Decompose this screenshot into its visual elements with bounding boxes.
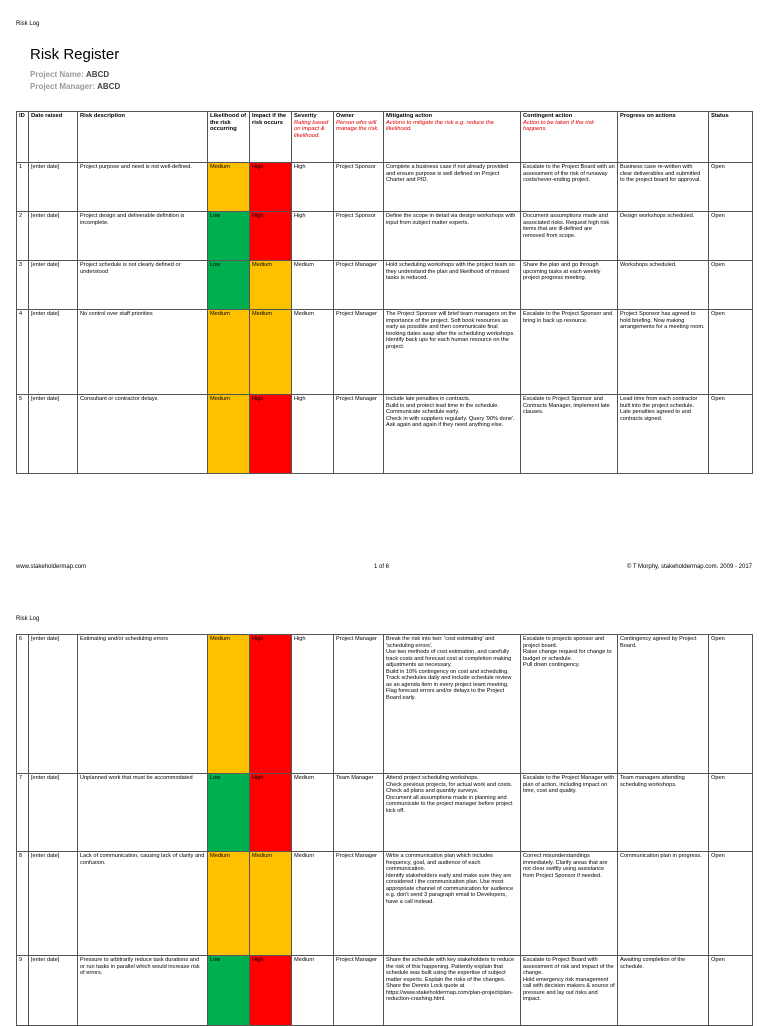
cell-severity: High xyxy=(292,395,334,474)
cell-severity: Medium xyxy=(292,310,334,395)
table-row xyxy=(17,163,753,212)
col-mitigating-note: Actions to mitigate the risk e.g. reduce the likelihood. xyxy=(386,119,494,132)
cell-desc: Consultant or contractor delays xyxy=(78,395,208,474)
page-title: Risk Register xyxy=(30,46,120,63)
cell-desc: Lack of communication, causing lack of clarity and confusion. xyxy=(78,852,208,956)
cell-date: [enter date] xyxy=(29,956,78,1026)
cell-impact: High xyxy=(250,212,292,261)
table-row xyxy=(17,212,753,261)
cell-severity: Medium xyxy=(292,261,334,310)
table-row xyxy=(17,635,753,774)
cell-status: Open xyxy=(709,852,753,956)
cell-status: Open xyxy=(709,774,753,852)
header-label-page2: Risk Log xyxy=(16,616,40,622)
col-likelihood: Likelihood of the risk occurring xyxy=(208,112,250,163)
cell-mitigating: Break the risk into two: 'cost estimating' and 'scheduling errors'. Use two methods of cost estimation, and carefully track costs and forecast cost at completion making adjustments as necessary. Build in 10% contingency on cost and scheduling. Track schedules daily and include schedule review as an agenda item in every project team meeting. Flag forecast errors and/or delays to the Project Board early. xyxy=(384,635,521,774)
cell-progress: Communication plan in progress. xyxy=(618,852,709,956)
project-manager-value: ABCD xyxy=(97,82,121,91)
cell-owner: Project Manager xyxy=(334,395,384,474)
cell-progress: Lead time from each contractor built into the project schedule. Late penalties agreed to and contracts signed. xyxy=(618,395,709,474)
cell-status: Open xyxy=(709,635,753,774)
cell-progress: Workshops scheduled. xyxy=(618,261,709,310)
cell-severity: Medium xyxy=(292,774,334,852)
cell-status: Open xyxy=(709,163,753,212)
cell-progress: Business case re-written with clear deliverables and submitted to the project board for approval. xyxy=(618,163,709,212)
cell-impact: Medium xyxy=(250,852,292,956)
cell-progress: Project Sponsor has agreed to hold briefing. Now making arrangements for a meeting room. xyxy=(618,310,709,395)
project-name-line xyxy=(30,70,109,79)
col-id: ID xyxy=(17,112,29,163)
cell-date: [enter date] xyxy=(29,395,78,474)
cell-status: Open xyxy=(709,212,753,261)
col-severity-note: Rating based on impact & likelihood. xyxy=(294,119,329,139)
cell-likelihood: Medium xyxy=(208,395,250,474)
cell-contingent: Correct misunderstandings immediately. Clarify areas that are not clear swiftly using assistance from Project Sponsor if needed. xyxy=(521,852,618,956)
cell-contingent: Share the plan and go through upcoming tasks at each weekly project progress meeting. xyxy=(521,261,618,310)
cell-likelihood: Low xyxy=(208,212,250,261)
col-contingent xyxy=(521,112,618,163)
cell-desc: Project purpose and need is not well-defined. xyxy=(78,163,208,212)
col-contingent-note: Action to be taken if the risk happens. xyxy=(523,119,595,132)
cell-mitigating: Complete a business case if not already provided and ensure purpose is well defined on Project Charter and PID. xyxy=(384,163,521,212)
cell-owner: Project Manager xyxy=(334,261,384,310)
table-row xyxy=(17,310,753,395)
footer-copyright: © T Morphy, stakeholdermap.com. 2009 - 2017 xyxy=(626,564,752,570)
cell-contingent: Escalate to projects sponsor and project board. Raise change request for change to budget or schedule. Pull down contingency. xyxy=(521,635,618,774)
col-desc: Risk description xyxy=(78,112,208,163)
cell-status: Open xyxy=(709,310,753,395)
cell-likelihood: Medium xyxy=(208,852,250,956)
table-row xyxy=(17,956,753,1026)
cell-impact: High xyxy=(250,163,292,212)
cell-severity: Medium xyxy=(292,852,334,956)
cell-owner: Project Sponsor xyxy=(334,212,384,261)
col-date: Date raised xyxy=(29,112,78,163)
cell-id: 9 xyxy=(17,956,29,1026)
footer-page-number: 1 of 6 xyxy=(374,564,390,570)
cell-contingent: Escalate to Project Board with assessment of risk and impact of the change. Hold emergency risk management call with decision makers & source of pressure and lay out risks and impact. xyxy=(521,956,618,1026)
risk-table-page2 xyxy=(16,634,753,1026)
cell-contingent: Escalate to the Project Board with an assessment of the risk of runaway costs/never-ending project. xyxy=(521,163,618,212)
cell-id: 6 xyxy=(17,635,29,774)
cell-desc: Unplanned work that must be accommodated xyxy=(78,774,208,852)
col-severity-label: Severity xyxy=(294,113,317,119)
cell-id: 4 xyxy=(17,310,29,395)
col-owner-label: Owner xyxy=(336,113,355,119)
cell-likelihood: Medium xyxy=(208,163,250,212)
cell-mitigating: Share the schedule with key stakeholders to reduce the risk of this happening. Patiently explain that schedule was built using the expertise of subject matter experts. Explain the risks of the changes. Share the Dennis Lock quote at https://www.stakeholdermap.com/plan-project/plan-reduction-crashing.html. xyxy=(384,956,521,1026)
cell-owner: Project Manager xyxy=(334,310,384,395)
cell-severity: Medium xyxy=(292,956,334,1026)
cell-desc: Estimating and/or scheduling errors xyxy=(78,635,208,774)
project-manager-line xyxy=(30,82,120,91)
cell-owner: Project Manager xyxy=(334,852,384,956)
cell-progress: Awaiting completion of the schedule. xyxy=(618,956,709,1026)
cell-progress: Team managers attending scheduling workshops. xyxy=(618,774,709,852)
cell-date: [enter date] xyxy=(29,635,78,774)
cell-impact: High xyxy=(250,956,292,1026)
cell-mitigating: Hold scheduling workshops with the project team so they understand the plan and likelihood of missed tasks is reduced. xyxy=(384,261,521,310)
cell-id: 7 xyxy=(17,774,29,852)
table-row xyxy=(17,395,753,474)
cell-impact: Medium xyxy=(250,261,292,310)
cell-severity: High xyxy=(292,635,334,774)
table-row xyxy=(17,261,753,310)
cell-likelihood: Low xyxy=(208,774,250,852)
cell-likelihood: Medium xyxy=(208,635,250,774)
cell-contingent: Escalate to the Project Sponsor and bring in back up resource. xyxy=(521,310,618,395)
cell-id: 8 xyxy=(17,852,29,956)
cell-likelihood: Low xyxy=(208,956,250,1026)
cell-id: 1 xyxy=(17,163,29,212)
cell-likelihood: Medium xyxy=(208,310,250,395)
col-mitigating xyxy=(384,112,521,163)
cell-date: [enter date] xyxy=(29,310,78,395)
cell-likelihood: Low xyxy=(208,261,250,310)
cell-owner: Project Manager xyxy=(334,635,384,774)
cell-owner: Team Manager xyxy=(334,774,384,852)
cell-desc: Pressure to arbitrarily reduce task durations and or run tasks in parallel which would increase risk of errors. xyxy=(78,956,208,1026)
cell-mitigating: The Project Sponsor will brief team managers on the importance of the project. Soft book resources as early as possible and then communicate final booking dates asap after the scheduling workshops. Identify back ups for each human resource on the project. xyxy=(384,310,521,395)
cell-severity: High xyxy=(292,212,334,261)
cell-date: [enter date] xyxy=(29,261,78,310)
cell-date: [enter date] xyxy=(29,212,78,261)
footer-website: www.stakeholdermap.com xyxy=(16,564,87,570)
cell-impact: High xyxy=(250,774,292,852)
header-label: Risk Log xyxy=(16,21,40,27)
cell-id: 3 xyxy=(17,261,29,310)
col-owner-note: Person who will manage the risk. xyxy=(336,119,379,132)
cell-desc: No control over staff priorities xyxy=(78,310,208,395)
cell-owner: Project Manager xyxy=(334,956,384,1026)
col-status: Status xyxy=(709,112,753,163)
cell-id: 2 xyxy=(17,212,29,261)
cell-contingent: Escalate to Project Sponsor and Contracts Manager, implement late clauses. xyxy=(521,395,618,474)
cell-impact: High xyxy=(250,635,292,774)
cell-impact: High xyxy=(250,395,292,474)
cell-status: Open xyxy=(709,261,753,310)
cell-progress: Design workshops scheduled. xyxy=(618,212,709,261)
cell-id: 5 xyxy=(17,395,29,474)
cell-mitigating: Attend project scheduling workshops. Check previous projects, for actual work and costs. Check all plans and quantity surveys. Document all assumptions made in planning and communicate to the project manager before project kick off. xyxy=(384,774,521,852)
col-progress: Progress on actions xyxy=(618,112,709,163)
cell-owner: Project Sponsor xyxy=(334,163,384,212)
cell-status: Open xyxy=(709,956,753,1026)
cell-impact: Medium xyxy=(250,310,292,395)
cell-date: [enter date] xyxy=(29,774,78,852)
col-contingent-label: Contingent action xyxy=(523,113,573,119)
risk-table-page1 xyxy=(16,111,753,474)
cell-contingent: Escalate to the Project Manager with plan of action, including impact on time, cost and quality. xyxy=(521,774,618,852)
cell-mitigating: Include late penalties in contracts. Build in and protect lead time in the schedule. Communicate schedule early. Check in with suppliers regularly. Query '90% done'. Ask again and again if they need anything else. xyxy=(384,395,521,474)
col-owner xyxy=(334,112,384,163)
cell-desc: Project design and deliverable definition is incomplete. xyxy=(78,212,208,261)
cell-desc: Project schedule is not clearly defined or understood xyxy=(78,261,208,310)
cell-severity: High xyxy=(292,163,334,212)
cell-mitigating: Write a communication plan which includes frequency, goal, and audience of each communication. Identify stakeholders early and make sure they are considered i the communication plan. Use most appropriate channel of communication for audience e.g. don't send 3 paragraph email to Developers, have a call instead. xyxy=(384,852,521,956)
cell-mitigating: Define the scope in detail via design workshops with input from subject matter experts. xyxy=(384,212,521,261)
project-name-label: Project Name: xyxy=(30,70,84,79)
cell-status: Open xyxy=(709,395,753,474)
table-row xyxy=(17,852,753,956)
cell-date: [enter date] xyxy=(29,852,78,956)
col-mitigating-label: Mitigating action xyxy=(386,113,433,119)
col-impact: Impact if the risk occurs xyxy=(250,112,292,163)
project-name-value: ABCD xyxy=(86,70,110,79)
cell-progress: Contingency agreed by Project Board. xyxy=(618,635,709,774)
project-manager-label: Project Manager: xyxy=(30,82,95,91)
table-row xyxy=(17,774,753,852)
header-row xyxy=(17,112,753,163)
cell-contingent: Document assumptions made and associated risks. Request high risk items that are ill-defined are removed from scope. xyxy=(521,212,618,261)
col-severity xyxy=(292,112,334,163)
cell-date: [enter date] xyxy=(29,163,78,212)
